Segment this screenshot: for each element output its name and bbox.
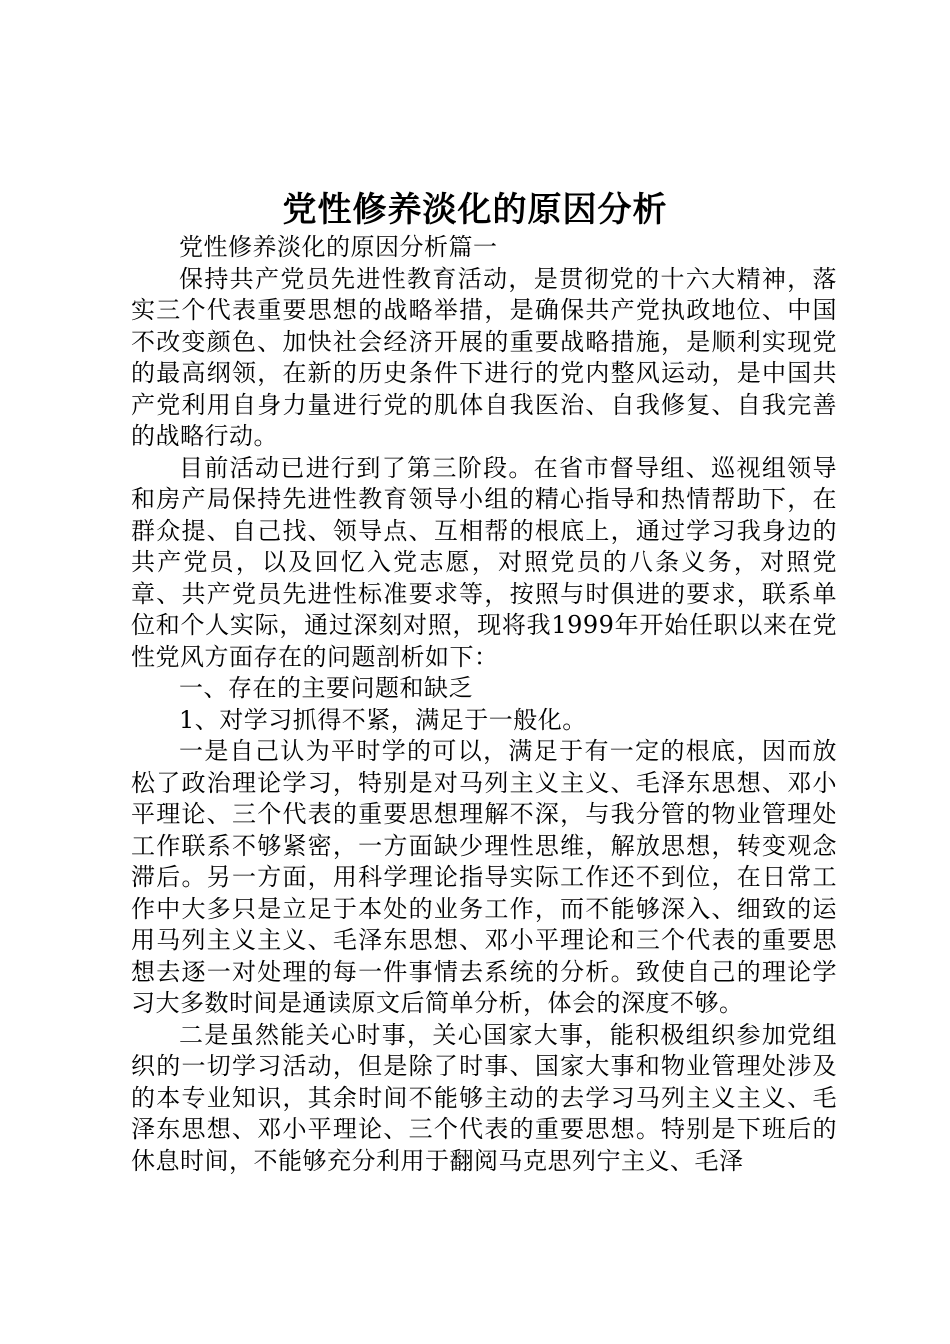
body-paragraph: 目前活动已进行到了第三阶段。在省市督导组、巡视组领导和房产局保持先进性教育领导小组的精心指导和热情帮助下，在群众提、自己找、领导点、互相帮的根底上，通过学习我身边的共产党员，以及回忆入党志愿，对照党员的八条义务，对照党章、共产党员先进性标准要求等，按照与时俱进的要求，联系单位和个人实际，通过深刻对照，现将我1999年开始任职以来在党性党风方面存在的问题剖析如下： <box>131 453 837 671</box>
body-paragraph: 二是虽然能关心时事，关心国家大事，能积极组织参加党组织的一切学习活动，但是除了时事、国家大事和物业管理处涉及的本专业知识，其余时间不能够主动的去学习马列主义主义、毛泽东思想、邓小平理论、三个代表的重要思想。特别是下班后的休息时间，不能够充分利用于翻阅马克思列宁主义、毛泽 <box>131 1020 837 1175</box>
subtitle-paragraph: 党性修养淡化的原因分析篇一 <box>179 233 498 261</box>
body-paragraph: 保持共产党员先进性教育活动，是贯彻党的十六大精神，落实三个代表重要思想的战略举措，是确保共产党执政地位、中国不改变颜色、加快社会经济开展的重要战略措施，是顺利实现党的最高纲领，在新的历史条件下进行的党内整风运动，是中国共产党利用自身力量进行党的肌体自我医治、自我修复、自我完善的战略行动。 <box>131 264 837 450</box>
body-paragraph: 一是自己认为平时学的可以，满足于有一定的根底，因而放松了政治理论学习，特别是对马列主义主义、毛泽东思想、邓小平理论、三个代表的重要思想理解不深，与我分管的物业管理处工作联系不够紧密，一方面缺少理性思维，解放思想，转变观念滞后。另一方面，用科学理论指导实际工作还不到位，在日常工作中大多只是立足于本处的业务工作，而不能够深入、细致的运用马列主义主义、毛泽东思想、邓小平理论和三个代表的重要思想去逐一对处理的每一件事情去系统的分析。致使自己的理论学习大多数时间是通读原文后简单分析，体会的深度不够。 <box>131 737 837 1017</box>
document-title: 党性修养淡化的原因分析 <box>282 190 668 230</box>
section-heading: 一、存在的主要问题和缺乏 <box>179 674 473 702</box>
document-body <box>131 232 837 1177</box>
subsection-heading: 1、对学习抓得不紧，满足于一般化。 <box>179 705 587 734</box>
